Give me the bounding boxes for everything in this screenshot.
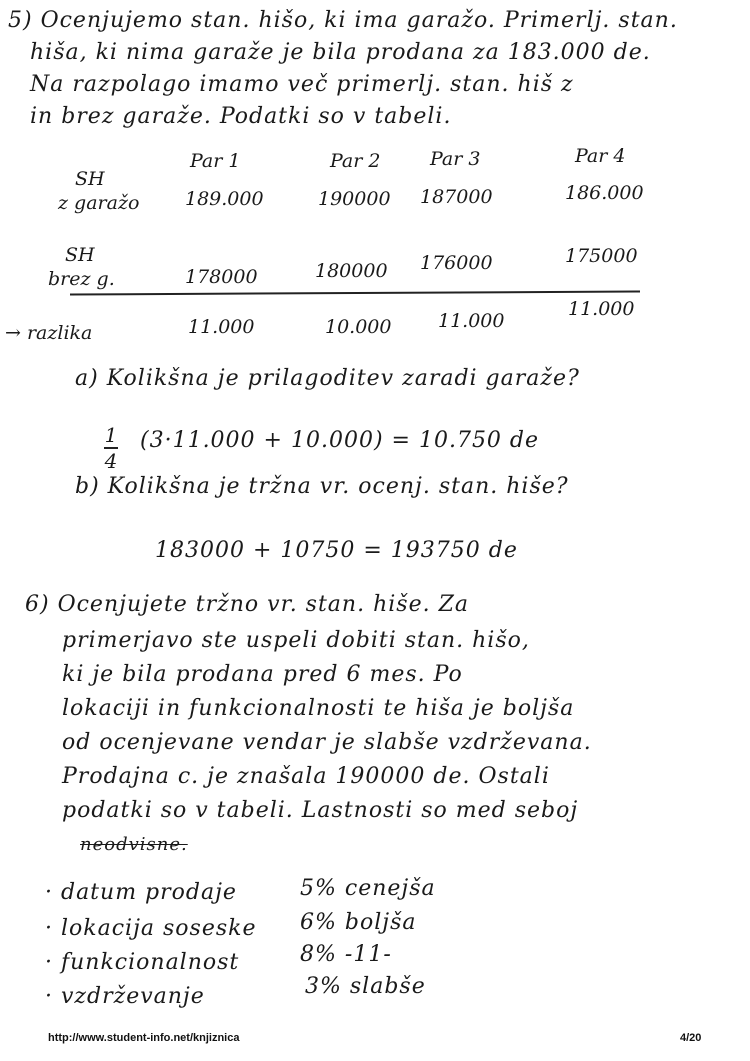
row-label: brez g. <box>48 268 115 290</box>
fraction-denominator: 4 <box>104 449 118 473</box>
table-cell: 189.000 <box>185 188 264 210</box>
table-cell: 175000 <box>565 245 638 267</box>
fraction-numerator: 1 <box>104 423 118 447</box>
item-name: · funkcionalnost <box>45 950 240 975</box>
fraction <box>104 424 118 472</box>
table-cell: 10.000 <box>325 316 392 338</box>
table-cell: 190000 <box>318 188 391 210</box>
item-name: · lokacija soseske <box>45 916 257 941</box>
p6-line: Prodajna c. je znašala 190000 de. Ostali <box>62 764 550 789</box>
table-cell: 11.000 <box>568 298 635 320</box>
row-label: SH <box>65 244 95 266</box>
p6-last-word: neodvisne. <box>80 834 188 855</box>
p5-line: hiša, ki nima garaže je bila prodana za 183.000 de. <box>30 40 651 65</box>
p5-line: in brez garaže. Podatki so v tabeli. <box>30 104 452 129</box>
row-label: SH <box>75 168 105 190</box>
table-cell: 186.000 <box>565 182 644 204</box>
table-header: Par 3 <box>430 148 481 170</box>
p6-line: ki je bila prodana pred 6 mes. Po <box>62 662 463 687</box>
answer-b: 183000 + 10750 = 193750 de <box>155 538 518 563</box>
p6-line: od ocenjevane vendar je slabše vzdrževana. <box>62 730 592 755</box>
question-a: a) Kolikšna je prilagoditev zaradi garaže? <box>75 366 580 391</box>
p6-line: lokaciji in funkcionalnosti te hiša je boljša <box>62 696 575 721</box>
p5-line: 5) Ocenjujemo stan. hišo, ki ima garažo. Primerlj. stan. <box>8 8 678 33</box>
item-name: · datum prodaje <box>45 880 237 905</box>
item-value: 5% cenejša <box>300 876 436 901</box>
row-label: z garažo <box>58 192 140 214</box>
question-b: b) Kolikšna je tržna vr. ocenj. stan. hiše? <box>75 474 569 499</box>
item-value: 3% slabše <box>305 974 426 999</box>
footer-url[interactable]: http://www.student-info.net/knjiznica <box>48 1032 240 1044</box>
table-header: Par 2 <box>330 150 381 172</box>
table-cell: 178000 <box>185 266 258 288</box>
table-header: Par 4 <box>575 145 626 167</box>
sum-line <box>70 291 640 296</box>
row-label: → razlika <box>5 322 93 344</box>
item-value: 8% -11- <box>300 942 392 967</box>
table-header: Par 1 <box>190 150 241 172</box>
page-number: 4/20 <box>680 1032 702 1044</box>
table-cell: 11.000 <box>188 316 255 338</box>
p6-line: primerjavo ste uspeli dobiti stan. hišo, <box>62 628 530 653</box>
table-cell: 176000 <box>420 252 493 274</box>
answer-a: (3·11.000 + 10.000) = 10.750 de <box>140 428 540 453</box>
item-name: · vzdrževanje <box>45 984 205 1009</box>
p6-line: podatki so v tabeli. Lastnosti so med seboj <box>62 798 579 823</box>
table-cell: 187000 <box>420 186 493 208</box>
p5-line: Na razpolago imamo več primerlj. stan. hiš z <box>30 72 574 97</box>
item-value: 6% boljša <box>300 910 417 935</box>
p6-line: 6) Ocenjujete tržno vr. stan. hiše. Za <box>25 592 469 617</box>
table-cell: 180000 <box>315 260 388 282</box>
table-cell: 11.000 <box>438 310 505 332</box>
